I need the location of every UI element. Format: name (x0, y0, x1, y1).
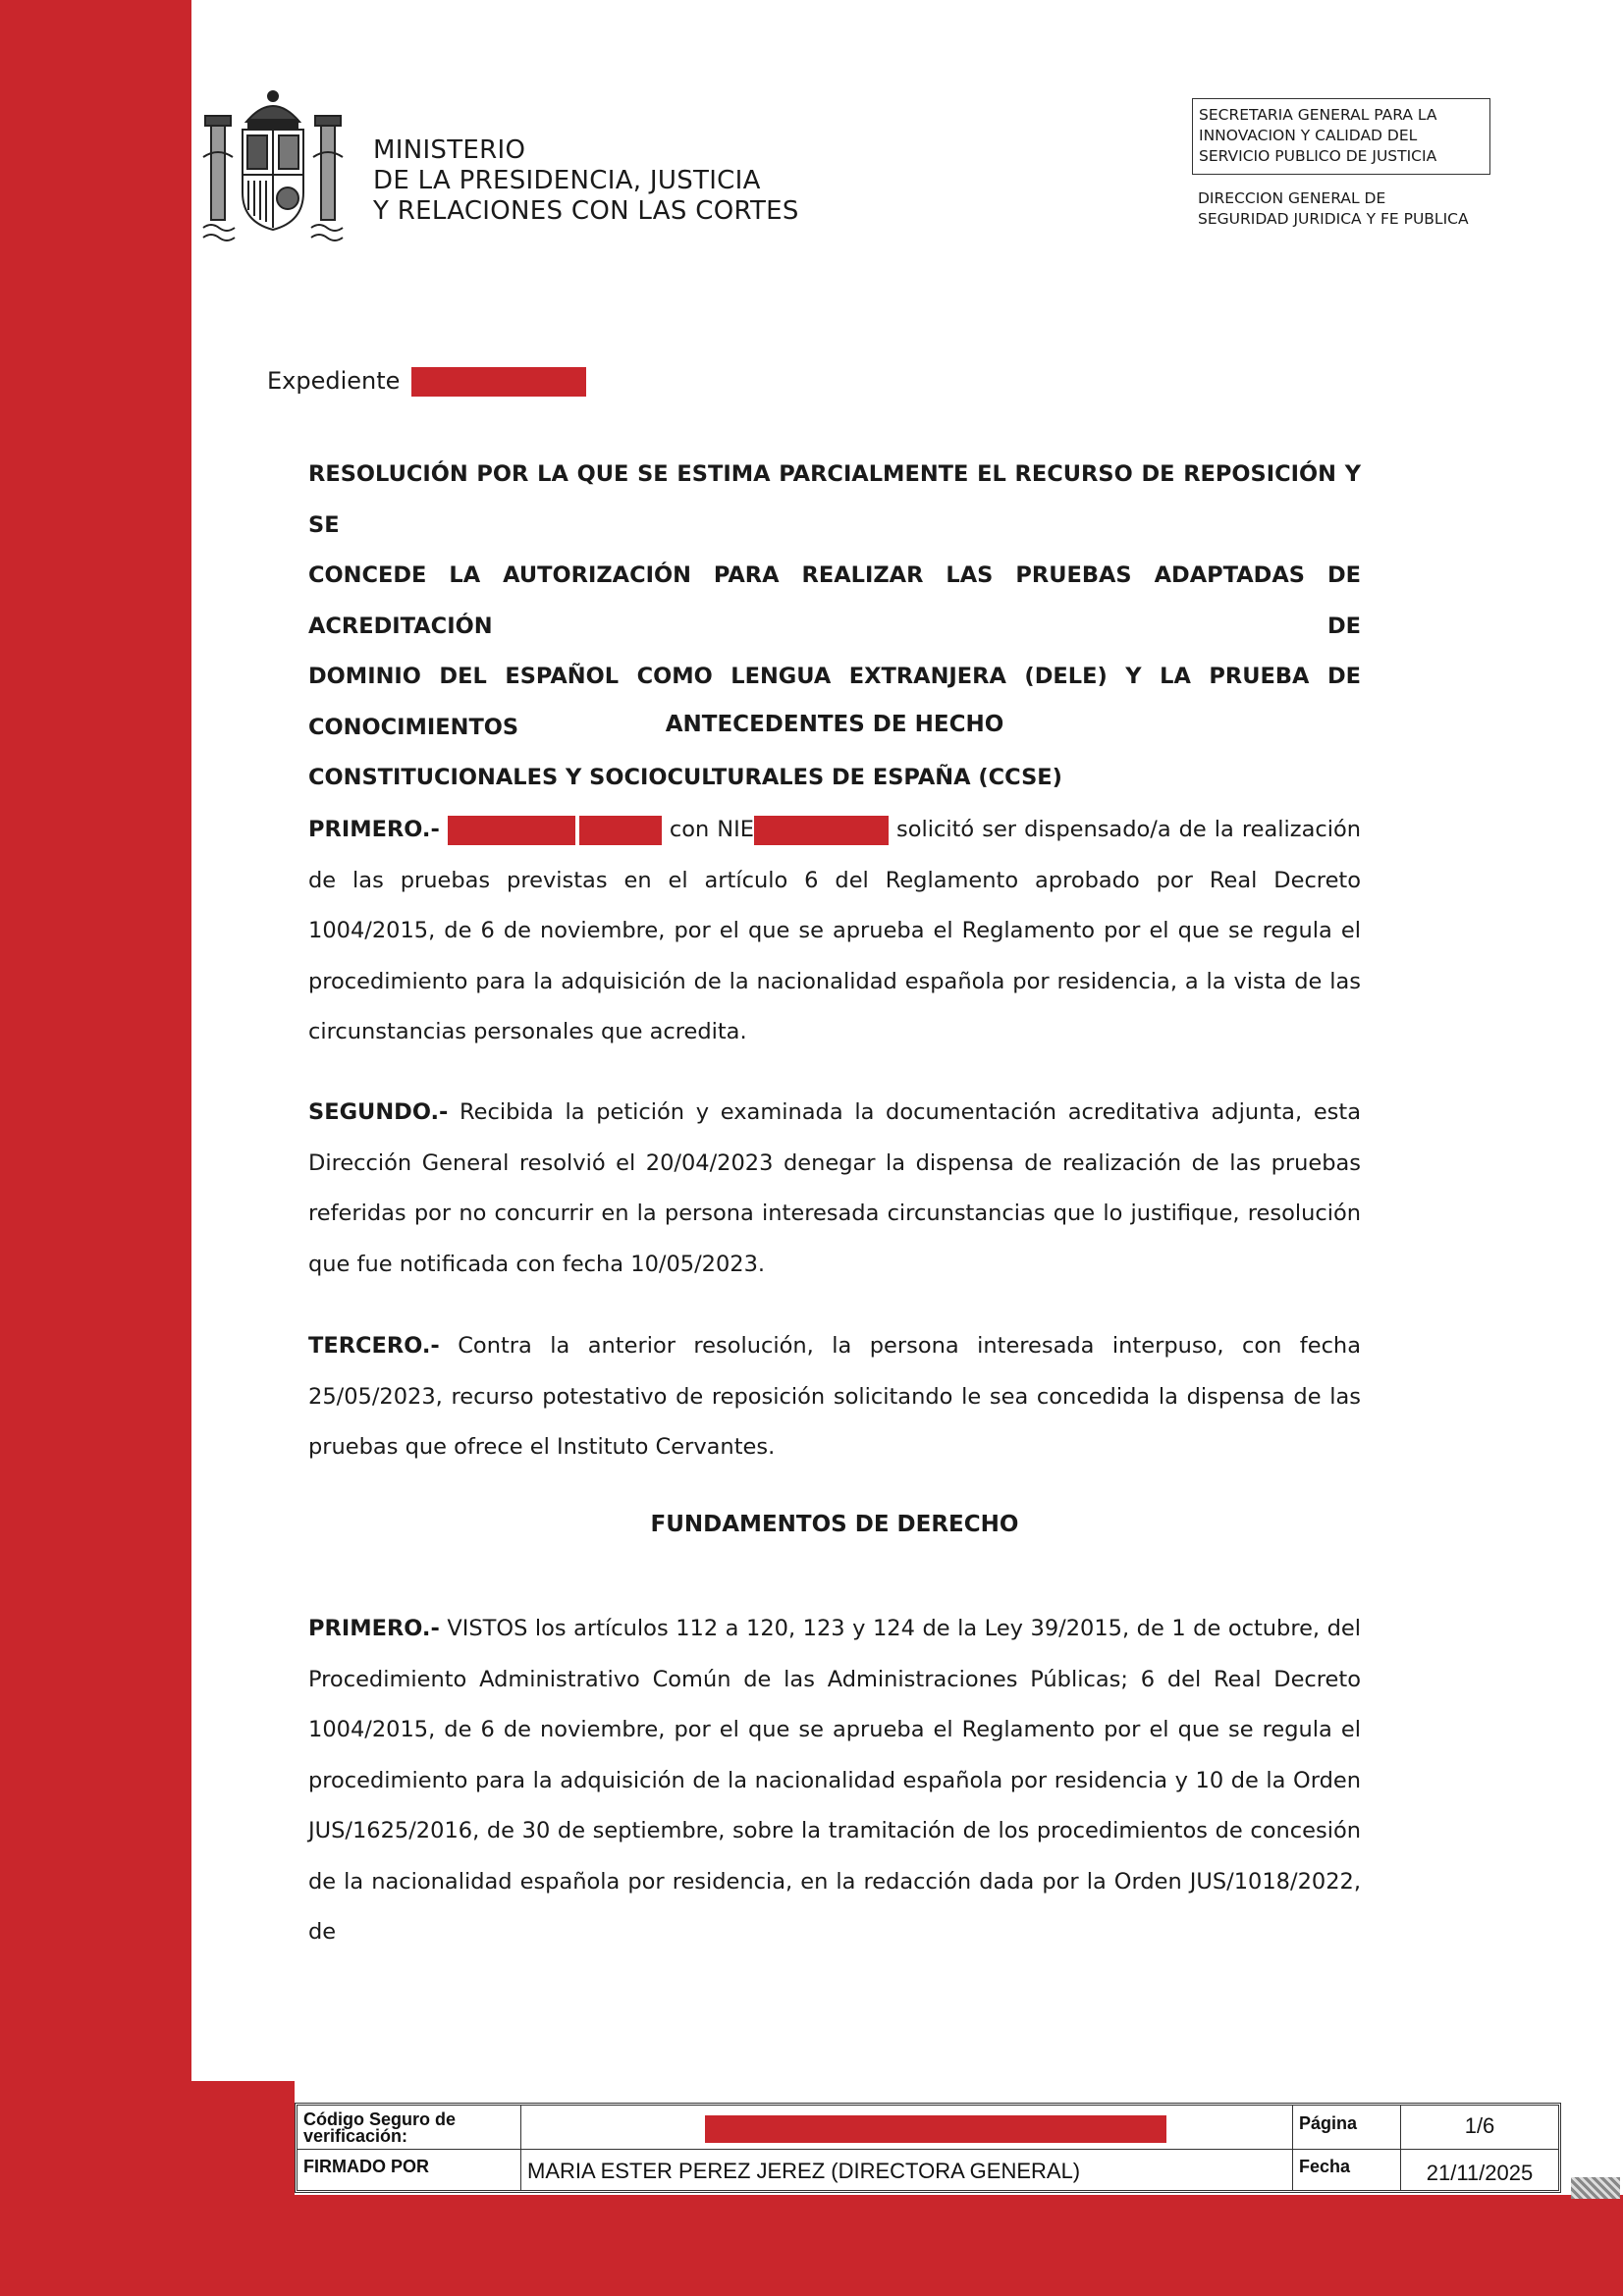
antecedentes-tercero-label: TERCERO.- (308, 1333, 440, 1359)
antecedentes-primero-mid: con NIE (661, 817, 754, 842)
secretaria-line-1: SECRETARIA GENERAL PARA LA (1199, 106, 1437, 124)
resolution-title-line-1: RESOLUCIÓN POR LA QUE SE ESTIMA PARCIALMENTE EL RECURSO DE REPOSICIÓN Y SE (308, 461, 1361, 538)
secretaria-box (1192, 98, 1490, 175)
signed-value: MARIA ESTER PEREZ JEREZ (DIRECTORA GENERAL) (521, 2149, 1293, 2190)
resolution-title (308, 450, 1361, 804)
page-value: 1/6 (1464, 2113, 1495, 2138)
antecedentes-tercero (308, 1321, 1361, 1473)
expediente-redaction (411, 367, 586, 397)
date-label: Fecha (1293, 2149, 1401, 2190)
resolution-title-line-4: CONSTITUCIONALES Y SOCIOCULTURALES DE ESPAÑA (CCSE) (308, 765, 1062, 790)
page-label: Página (1293, 2106, 1401, 2149)
direccion-line-1: DIRECCION GENERAL DE (1198, 189, 1386, 207)
resolution-title-line-3: DOMINIO DEL ESPAÑOL COMO LENGUA EXTRANJERA (DELE) Y LA PRUEBA DE CONOCIMIENTOS (308, 664, 1361, 740)
antecedentes-primero-label: PRIMERO.- (308, 817, 440, 842)
ministry-line-2: DE LA PRESIDENCIA, JUSTICIA (373, 166, 761, 195)
antecedentes-segundo-text: Recibida la petición y examinada la documentación acreditativa adjunta, esta Dirección General resolvió el 20/04/2023 denegar la dispensa de realización de las pruebas referidas por no concurrir en la persona interesada circunstancias que lo justifique, resolución que fue notificada con fecha 10/05/2023. (308, 1099, 1361, 1277)
csv-value-cell (521, 2106, 1293, 2149)
ministry-name (373, 135, 799, 227)
scan-artifact-icon (1571, 2177, 1620, 2199)
ministry-line-1: MINISTERIO (373, 135, 526, 165)
direccion-general (1198, 188, 1469, 230)
antecedentes-segundo (308, 1088, 1361, 1290)
secretaria-line-2: INNOVACION Y CALIDAD DEL (1199, 127, 1418, 144)
direccion-line-2: SEGURIDAD JURIDICA Y FE PUBLICA (1198, 210, 1469, 228)
expediente-label: Expediente (267, 367, 401, 395)
antecedentes-primero-text: solicitó ser dispensado/a de la realización de las pruebas previstas en el artículo 6 del Reglamento aprobado por Real Decreto 1004/2015, de 6 de noviembre, por el que se aprueba el Reglamento por el que se regula el procedimiento para la adquisición de la nacionalidad española por residencia, a la vista de las circunstancias personales que acredita. (308, 817, 1362, 1044)
coat-of-arms-icon (201, 84, 345, 245)
name-redaction (448, 816, 575, 845)
date-value: 21/11/2025 (1426, 2161, 1534, 2185)
fundamentos-primero-label: PRIMERO.- (308, 1616, 440, 1641)
antecedentes-segundo-label: SEGUNDO.- (308, 1099, 449, 1125)
nie-redaction (754, 816, 889, 845)
signed-label: FIRMADO POR (298, 2149, 521, 2190)
csv-label: Código Seguro de verificación: (298, 2106, 521, 2149)
resolution-title-line-2: CONCEDE LA AUTORIZACIÓN PARA REALIZAR LAS PRUEBAS ADAPTADAS DE ACREDITACIÓN DE (308, 562, 1361, 639)
verification-table (295, 2103, 1561, 2193)
fundamentos-heading: FUNDAMENTOS DE DERECHO (650, 1512, 1019, 1537)
csv-redaction (705, 2115, 1166, 2143)
antecedentes-tercero-text: Contra la anterior resolución, la persona interesada interpuso, con fecha 25/05/2023, recurso potestativo de reposición solicitando le sea concedida la dispensa de las pruebas que ofrece el Instituto Cervantes. (308, 1333, 1361, 1460)
fundamentos-primero-text: VISTOS los artículos 112 a 120, 123 y 124 de la Ley 39/2015, de 1 de octubre, del Procedimiento Administrativo Común de las Administraciones Públicas; 6 del Real Decreto 1004/2015, de 6 de noviembre, por el que se aprueba el Reglamento por el que se regula el procedimiento para la adquisición de la nacionalidad española por residencia y 10 de la Orden JUS/1625/2016, de 30 de septiembre, sobre la tramitación de los procedimientos de concesión de la nacionalidad española por residencia, en la redacción dada por la Orden JUS/1018/2022, de (308, 1616, 1361, 1945)
expediente-line (267, 367, 586, 397)
fundamentos-primero (308, 1604, 1361, 1958)
surname-redaction (579, 816, 662, 845)
antecedentes-primero (308, 805, 1361, 1058)
ministry-line-3: Y RELACIONES CON LAS CORTES (373, 196, 799, 226)
antecedentes-heading: ANTECEDENTES DE HECHO (665, 712, 1004, 737)
secretaria-line-3: SERVICIO PUBLICO DE JUSTICIA (1199, 147, 1437, 165)
